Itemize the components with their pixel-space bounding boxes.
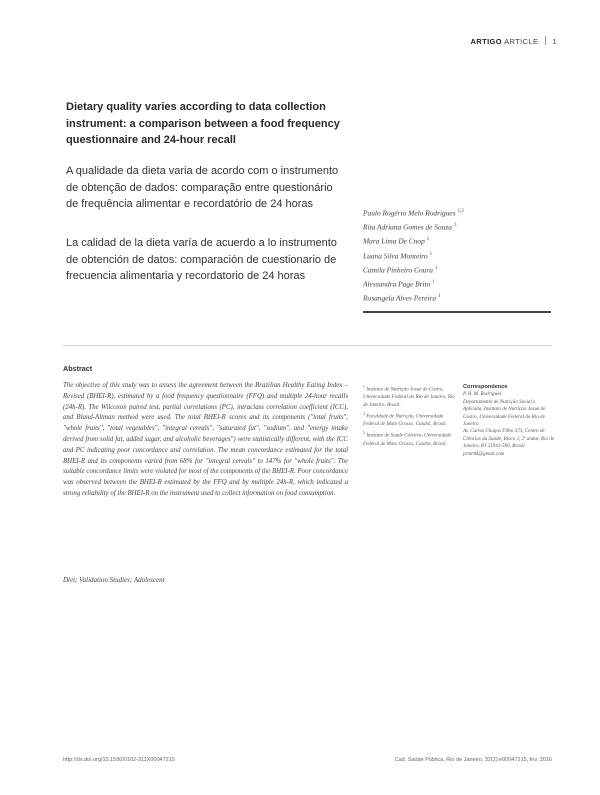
correspondence-line: P. R. M. Rodrigues — [463, 391, 502, 398]
author-item: Paulo Rogério Melo Rodrigues $^{1,2}$ — [363, 208, 464, 218]
header-divider — [545, 36, 546, 45]
affiliation-item: $^2$ Faculdade de Nutrição, Universidade Federal de Mato Grosso, Cuiabá, Brasil. — [363, 411, 447, 427]
running-header — [470, 36, 557, 46]
affiliation-item: $^1$ Instituto de Nutrição Josué de Castro, Universidade Federal do Rio de Janeiro, Rio de Janeiro, Brasil. — [363, 385, 455, 408]
correspondence-block — [463, 384, 555, 458]
author-rule — [363, 311, 551, 313]
author-item: Rita Adriana Gomes de Souza $^3$ — [363, 222, 457, 232]
correspondence-line: Av. Carlos Chagas Filho 373, Centro de Ciências da Saúde, Bloco J, 2º andar, Rio de Janeiro, RJ 21941-590, Brasil. — [463, 428, 555, 450]
author-item: Mara Lima De Cnop $^1$ — [363, 236, 430, 246]
correspondence-heading: Correspondence — [463, 384, 508, 390]
title-spanish: La calidad de la dieta varía de acuerdo a lo instrumento de obtención de datos: comparación de cuestionario de frecuencia alimentaria y recordatorio de 24 horas — [66, 237, 337, 282]
title-portuguese: A qualidade da dieta varia de acordo com o instrumento de obtenção de dados: comparação entre questionário de frequência alimentar e recordatório de 24 horas — [66, 165, 339, 210]
keywords: Diet; Validation Studies; Adolescent — [63, 576, 165, 584]
author-list — [363, 206, 553, 305]
header-artigo: ARTIGO — [470, 37, 503, 46]
title-english: Dietary quality varies according to data collection instrument: a comparison between a food frequency questionnaire and 24-hour recall — [66, 101, 340, 146]
correspondence-email[interactable]: prmr84@gmail.com — [463, 450, 505, 457]
author-item: Luana Silva Monteiro $^1$ — [363, 250, 433, 260]
affiliations — [363, 384, 455, 450]
page-number: 1 — [552, 37, 557, 46]
section-divider — [63, 345, 551, 346]
abstract-text: The objective of this study was to assess the agreement between the Brazilian Healthy Eating Index –Revised (BHEI-R), estimated by a food frequency questionnaire (FFQ) and multiple 24-hour recalls (24h-R). The Wilcoxon paired test, partial correlations (PC), intraclass correlation coefficient (ICC), and Bland-Altman method were used. The total BHEI-R scores and its components ("total fruits", "whole fruits", "total vegetables", "integral cereals", "saturated fat", "sodium", and "energy intake derived from solid fat, added sugar, and alcoholic beverages") were statistically different, with the ICC and PC indicating poor concordance and correlation. The mean concordance estimated for the total BHEI-R and its components varied from 68% for "integral cereals" to 147% for "whole fruits". The suitable concordance limits were violated for most of the components of the BHEI-R. Poor concordance was observed between the BHEI-R estimated by the FFQ and by multiple 24h-R, which indicated a strong reliability of the BHEI-R on the instrument used to collect information on food consumption. — [63, 382, 348, 497]
author-item: Alessandra Page Brito $^1$ — [363, 279, 435, 289]
journal-citation: Cad. Saúde Pública, Rio de Janeiro, 32(2):e00047215, fev, 2016 — [394, 757, 552, 763]
author-item: Camila Pinheiro Coura $^1$ — [363, 265, 438, 275]
correspondence-line: Departamento de Nutrição Social e Aplicada, Instituto de Nutrição Josué de Castro, Universidade Federal do Rio de Janeiro. — [463, 398, 546, 428]
author-item: Rosangela Alves Pereira $^1$ — [363, 293, 441, 303]
header-article: ARTICLE — [504, 37, 539, 46]
doi-link[interactable]: http://dx.doi.org/10.1590/0102-311X00047215 — [63, 757, 175, 763]
abstract-heading: Abstract — [63, 364, 93, 373]
affiliation-item: $^3$ Instituto de Saúde Coletiva, Universidade Federal de Mato Grosso, Cuiabá, Brasil. — [363, 431, 452, 447]
